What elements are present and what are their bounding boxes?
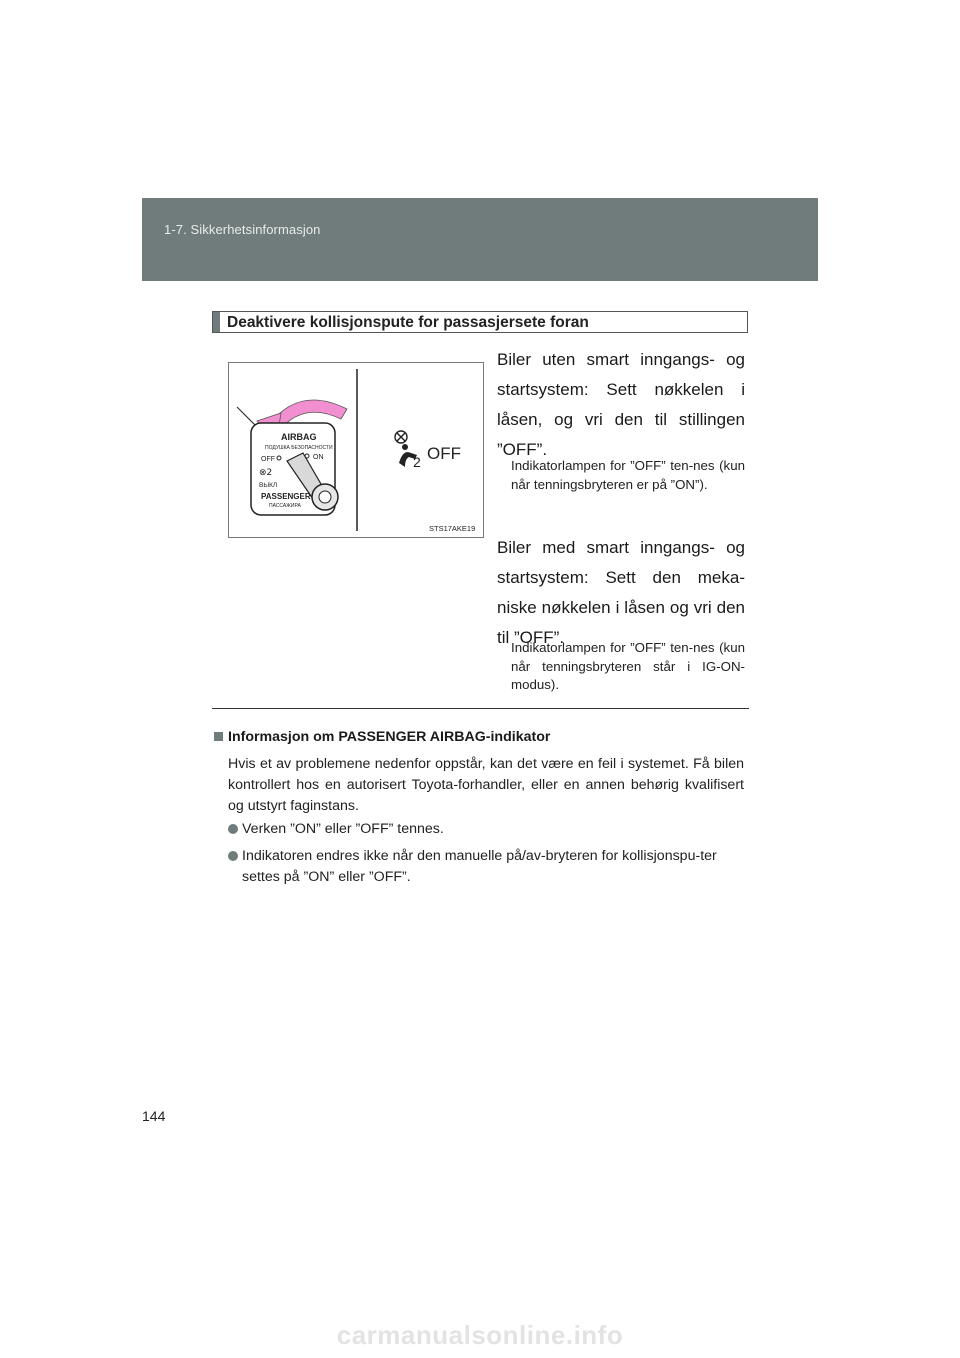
switch-label-on: ON [313,454,324,461]
info-heading [214,729,550,745]
illustration-svg [229,363,483,537]
chapter-header [142,198,818,281]
instruction-step-2: Biler med smart inngangs- og startsystem: Sett den meka-niske nøkkelen i låsen og vri den til ”OFF”. [497,538,745,647]
info-bullet-1 [228,819,744,840]
passenger-airbag-off-indicator-icon [395,431,421,470]
switch-label-passenger: PASSENGER [261,492,311,501]
section-title-box [212,311,748,333]
section-title-marker [213,312,220,332]
page-number: 144 [142,1108,166,1124]
info-paragraph: Hvis et av problemene nedenfor oppstår, kan det være en feil i systemet. Få bilen kontrollert hos en autorisert Toyota-forhandler, eller en annen behørig kvalifisert og utstyrt faginstans. [228,756,744,814]
svg-text:2: 2 [413,454,421,470]
instruction-step-1: Biler uten smart inngangs- og startsystem: Sett nøkkelen i låsen, og vri den til stillingen ”OFF”. [497,350,745,459]
section-divider [212,708,749,709]
info-bullet-2 [228,846,744,888]
indicator-off-text: OFF [427,444,461,463]
instruction-note-2: Indikatorlampen for ”OFF” ten-nes (kun når tenningsbryteren står i IG-ON-modus). [511,640,745,692]
footer-watermark: carmanualsonline.info [336,1320,624,1350]
info-bullet-2-text: Indikatoren endres ikke når den manuelle på/av-bryteren for kollisjonspu-ter settes på ”ON” eller ”OFF”. [242,848,717,885]
bullet-dot-icon [228,824,238,834]
switch-label-airbag: AIRBAG [281,432,317,442]
bullet-dot-icon [228,851,238,861]
section-title: Deaktivere kollisjonspute for passasjersete foran [227,314,589,331]
switch-label-passenger-ru: ПАССАЖИРА [269,503,301,509]
info-heading-text: Informasjon om PASSENGER AIRBAG-indikator [228,729,551,745]
instruction-note-1: Indikatorlampen for ”OFF” ten-nes (kun når tenningsbryteren er på ”ON”). [511,458,745,492]
airbag-switch-illustration [228,362,484,538]
switch-label-airbag-ru: ПОДУШКА БЕЗОПАСНОСТИ [265,445,333,451]
heading-square-icon [214,732,223,741]
figure-code: STS17AKE19 [429,524,476,533]
switch-label-vykl: ВЫКЛ [259,482,278,489]
info-bullet-1-text: Verken ”ON” eller ”OFF” tennes. [242,821,444,837]
passenger-airbag-off-small-icon: ⊗2 [259,468,273,478]
switch-label-off: OFF [261,456,275,463]
chapter-section-label: 1-7. Sikkerhetsinformasjon [164,222,321,237]
